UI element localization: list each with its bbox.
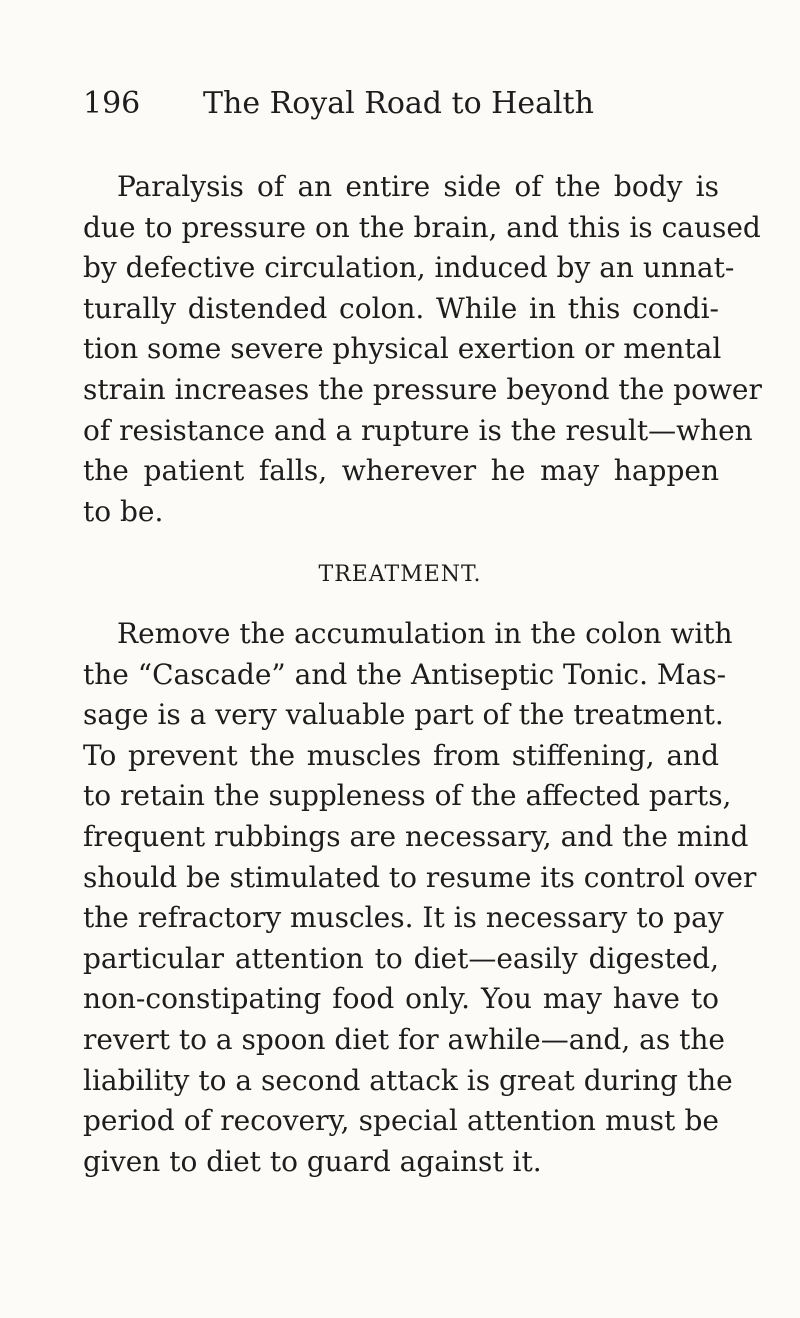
text-line: period of recovery, special attention must be [83, 1104, 719, 1138]
text-line: Remove the accumulation in the colon with [117, 617, 733, 650]
text-line: the refractory muscles. It is necessary to pay [83, 901, 724, 935]
text-line: tion some severe physical exertion or mental [83, 332, 722, 366]
text-line: the patient falls, wherever he may happen [83, 454, 719, 488]
text-line: due to pressure on the brain, and this is caused [83, 210, 761, 244]
text-line: liability to a second attack is great during the [83, 1063, 733, 1097]
text-line: Paralysis of an entire side of the body is [117, 170, 719, 203]
section-heading-treatment: TREATMENT. [318, 562, 482, 587]
text-line: to be. [83, 494, 164, 528]
page-number: 196 [83, 86, 141, 121]
paragraph-paralysis [83, 167, 762, 532]
page-header [83, 84, 723, 124]
text-line: non-constipating food only. You may have to [83, 982, 719, 1016]
text-line: the “Cascade” and the Antiseptic Tonic. Mas- [83, 657, 727, 691]
text-line: turally distended colon. While in this condi- [83, 291, 719, 325]
text-line: strain increases the pressure beyond the power [83, 372, 762, 406]
text-line: frequent rubbings are necessary, and the mind [83, 819, 749, 853]
text-line: particular attention to diet—easily digested, [83, 941, 719, 975]
paragraph-treatment [83, 614, 757, 1182]
text-line: of resistance and a rupture is the result—when [83, 413, 753, 447]
running-title: The Royal Road to Health [203, 86, 594, 121]
text-line: given to diet to guard against it. [83, 1144, 542, 1178]
text-line: To prevent the muscles from stiffening, and [83, 738, 719, 772]
text-line: by defective circulation, induced by an unnat- [83, 251, 735, 285]
text-line: should be stimulated to resume its control over [83, 860, 757, 894]
text-line: to retain the suppleness of the affected parts, [83, 779, 732, 813]
text-line: sage is a very valuable part of the treatment. [83, 698, 724, 732]
text-line: revert to a spoon diet for awhile—and, as the [83, 1022, 725, 1056]
